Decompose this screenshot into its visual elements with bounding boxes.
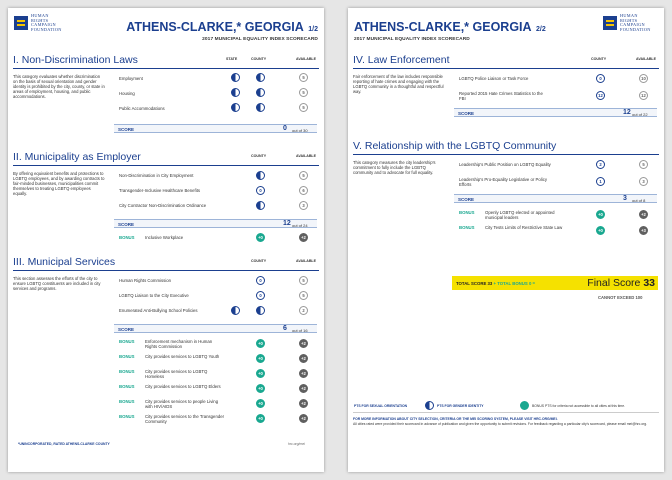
city-title: ATHENS-CLARKE,* GEORGIA: [354, 20, 532, 34]
score-row: [114, 324, 317, 333]
bonus-circle-available: +2: [299, 354, 308, 363]
score-circle-county: [256, 171, 265, 180]
available-circle: 5: [299, 291, 308, 300]
score-row: [114, 124, 317, 133]
available-circle: 5: [299, 276, 308, 285]
criterion-label: Human Rights Commission: [119, 278, 172, 283]
city-title: ATHENS-CLARKE,* GEORGIA: [126, 20, 304, 34]
section-non-discrimination: [13, 54, 319, 144]
bonus-circle-county: +0: [596, 210, 605, 219]
bonus-text: City provides services to LGBTQ Elders: [145, 384, 221, 389]
available-circle: 5: [299, 88, 308, 97]
section-description: Fair enforcement of the law includes responsible reporting of hate crimes and engaging with the LGBTQ community in a thoughtful and respectful way.: [353, 74, 444, 95]
legend-split-circle-icon: [425, 401, 434, 410]
available-circle: 3: [299, 201, 308, 210]
available-circle: 5: [299, 73, 308, 82]
bonus-text: City provides services to people Living with HIV/AIDS: [145, 399, 219, 409]
score-row: [114, 219, 317, 228]
page-header: [126, 18, 318, 42]
score-circle-county: [256, 201, 265, 210]
score-label: SCORE: [458, 111, 475, 116]
bonus-label: BONUS: [459, 225, 475, 230]
bonus-circle-available: +2: [299, 384, 308, 393]
bonus-circle-county: +0: [256, 233, 265, 242]
bonus-label: BONUS: [459, 210, 475, 215]
score-max: out of 22: [632, 111, 648, 117]
col-header-county: COUNTY: [591, 57, 607, 61]
section-description: This category evaluates whether discrimination on the basis of sexual orientation and gender identity is prohibited by the city, county, or state in areas of employment, housing, and public accommodations.: [13, 74, 105, 100]
score-value: 12: [623, 109, 631, 116]
col-header-county: COUNTY: [251, 154, 267, 158]
section-title: III. Municipal Services: [13, 256, 319, 271]
scorecard-page-2: [348, 8, 664, 472]
bonus-text: City provides services to LGBTQ Youth: [145, 354, 220, 359]
score-circle-state: [231, 73, 240, 82]
col-header-county: COUNTY: [251, 57, 267, 61]
available-circle: 5: [299, 171, 308, 180]
logo-line: CAMPAIGN: [620, 22, 645, 28]
bonus-text: City Tests Limits of Restrictive State Law: [485, 225, 563, 230]
score-circle-county: 0: [256, 291, 265, 300]
criterion-label: LGBTQ Liaison to the City Executive: [119, 293, 189, 298]
score-value: 6: [283, 325, 287, 332]
score-circle-county: [256, 88, 265, 97]
score-circle-county: [256, 306, 265, 315]
section-title: IV. Law Enforcement: [353, 54, 659, 69]
bonus-circle-county: +0: [256, 414, 265, 423]
final-score-value: 33: [643, 277, 655, 289]
col-header-available: AVAILABLE: [296, 259, 317, 263]
score-circle-county: 12: [596, 91, 605, 100]
score-value: 3: [623, 195, 627, 202]
page-number: 1/2: [308, 26, 318, 33]
bonus-circle-available: +2: [299, 414, 308, 423]
bonus-circle-available: +2: [299, 369, 308, 378]
bonus-circle-available: +2: [299, 339, 308, 348]
page-header: [354, 18, 546, 42]
score-circle-county: 2: [596, 160, 605, 169]
footer-url[interactable]: hrc.org/mei: [288, 442, 305, 446]
score-max: out of 30: [292, 127, 308, 133]
score-value: 0: [283, 125, 287, 132]
final-score-label: Final Score: [587, 277, 641, 289]
equality-logo-icon: [14, 16, 28, 30]
section-description: This category measures the city leadership's commitment to fully include the LGBTQ community and to advocate for full equality.: [353, 160, 436, 176]
criterion-label: Employment: [119, 76, 143, 81]
legend-bonus-circle-icon: [520, 401, 529, 410]
divider: [353, 412, 659, 413]
bonus-label: BONUS: [119, 354, 135, 359]
col-header-available: AVAILABLE: [636, 57, 657, 61]
bonus-circle-county: +0: [256, 339, 265, 348]
score-circle-county: 0: [596, 74, 605, 83]
criterion-label: LGBTQ Police Liaison or Task Force: [459, 76, 529, 81]
bonus-circle-available: +2: [299, 399, 308, 408]
score-circle-county: [256, 103, 265, 112]
info-body: All cities rated were provided their scorecard in advance of publication and given the opportunity to submit revisions. For feedback regarding a particular city's scorecard, please email mei@hrc.org.: [353, 421, 648, 426]
legend-sexual-orientation: PTS FOR SEXUAL ORIENTATION: [354, 404, 408, 408]
available-circle: 5: [299, 103, 308, 112]
section-description: This section assesses the efforts of the city to ensure LGBTQ constituents are included in city services and programs.: [13, 276, 101, 292]
equality-logo-icon: [603, 16, 617, 30]
bonus-label: BONUS: [119, 369, 135, 374]
bonus-text: City provides services to the Transgender Community: [145, 414, 225, 424]
bonus-circle-county: +0: [596, 226, 605, 235]
bonus-circle-county: +0: [256, 354, 265, 363]
score-max: out of 8: [632, 197, 646, 203]
total-bonus: + TOTAL BONUS 0 =: [493, 280, 536, 286]
hrc-logo: [603, 14, 660, 32]
info-text: [353, 417, 653, 426]
logo-line: HUMAN: [31, 13, 49, 18]
available-circle: 3: [639, 177, 648, 186]
score-max: out of 16: [292, 327, 308, 333]
score-row: [454, 108, 657, 117]
available-circle: 6: [299, 186, 308, 195]
page-number: 2/2: [536, 26, 546, 33]
logo-line: HUMAN: [620, 13, 638, 18]
score-circle-state: [231, 88, 240, 97]
score-label: SCORE: [118, 327, 135, 332]
logo-line: RIGHTS: [31, 17, 49, 23]
hrc-logo: [14, 14, 71, 32]
criterion-label: Reported 2015 Hate Crimes Statistics to the FBI: [459, 91, 543, 101]
bonus-circle-county: +0: [256, 369, 265, 378]
col-header-state: STATE: [226, 57, 238, 61]
available-circle: 12: [639, 91, 648, 100]
scorecard-page-1: [8, 8, 324, 472]
bonus-label: BONUS: [119, 414, 135, 419]
bonus-text: Openly LGBTQ elected or appointed municipal leaders: [485, 210, 555, 220]
criterion-label: Leadership's Pro-Equality Legislative or Policy Efforts: [459, 177, 547, 187]
criterion-label: City Contractor Non-Discrimination Ordinance: [119, 203, 207, 208]
score-label: SCORE: [118, 222, 135, 227]
logo-line: RIGHTS: [620, 17, 638, 23]
section-municipal-services: [13, 256, 319, 436]
section-lgbtq-community: [353, 140, 659, 250]
criterion-label: Transgender-Inclusive Healthcare Benefits: [119, 188, 201, 193]
info-heading: FOR MORE INFORMATION ABOUT CITY SELECTION, CRITERIA OR THE MEI SCORING SYSTEM, PLEASE VISIT HRC.ORG/MEI.: [353, 417, 558, 421]
score-cap-note: CANNOT EXCEED 100: [598, 295, 643, 300]
bonus-circle-available: +2: [299, 233, 308, 242]
score-label: SCORE: [118, 127, 135, 132]
criterion-label: Leadership's Public Position on LGBTQ Equality: [459, 162, 551, 167]
score-circle-county: 0: [256, 276, 265, 285]
legend-bonus: BONUS PTS for criteria not accessible to all cities at this time.: [532, 404, 626, 408]
logo-line: FOUNDATION: [620, 26, 651, 32]
bonus-label: BONUS: [119, 399, 135, 404]
col-header-available: AVAILABLE: [296, 154, 317, 158]
criterion-label: Enumerated Anti-Bullying School Policies: [119, 308, 198, 313]
scorecard-subtitle: 2017 MUNICIPAL EQUALITY INDEX SCORECARD: [202, 37, 318, 42]
section-title: II. Municipality as Employer: [13, 151, 319, 166]
bonus-text: City provides services to LGBTQ Homeless: [145, 369, 208, 379]
score-max: out of 24: [292, 222, 308, 228]
bonus-label: BONUS: [119, 339, 135, 344]
scorecard-subtitle: 2017 MUNICIPAL EQUALITY INDEX SCORECARD: [354, 37, 470, 42]
final-score-bar: [452, 276, 658, 290]
bonus-label: BONUS: [119, 235, 135, 240]
available-circle: 10: [639, 74, 648, 83]
logo-line: FOUNDATION: [31, 26, 62, 32]
bonus-label: BONUS: [119, 384, 135, 389]
score-circle-state: [231, 306, 240, 315]
section-law-enforcement: [353, 54, 659, 129]
section-title: I. Non-Discrimination Laws: [13, 54, 319, 69]
score-row: [454, 194, 657, 203]
score-circle-county: [256, 73, 265, 82]
score-value: 12: [283, 220, 291, 227]
logo-line: CAMPAIGN: [31, 22, 56, 28]
section-title: V. Relationship with the LGBTQ Community: [353, 140, 659, 155]
section-description: By offering equivalent benefits and protections to LGBTQ employees, and by awarding contracts to fair-minded businesses, municipalities commit themselves to treating LGBTQ employees equally.: [13, 171, 105, 197]
bonus-circle-available: +2: [639, 210, 648, 219]
legend-gender-identity: PTS FOR GENDER IDENTITY: [437, 404, 484, 408]
col-header-available: AVAILABLE: [296, 57, 317, 61]
bonus-text: Inclusive Workplace: [145, 235, 184, 240]
section-municipality-employer: [13, 151, 319, 251]
bonus-circle-county: +0: [256, 384, 265, 393]
col-header-county: COUNTY: [251, 259, 267, 263]
criterion-label: Non-Discrimination in City Employment: [119, 173, 194, 178]
score-label: SCORE: [458, 197, 475, 202]
score-circle-state: [231, 103, 240, 112]
available-circle: 5: [639, 160, 648, 169]
bonus-circle-county: +0: [256, 399, 265, 408]
criterion-label: Public Accommodations: [119, 106, 165, 111]
footnote: *UNINCORPORATED, RATED ATHENS-CLARKE COUNTY: [18, 442, 110, 446]
score-circle-county: 0: [256, 186, 265, 195]
total-score: TOTAL SCORE 33: [456, 280, 493, 286]
criterion-label: Housing: [119, 91, 135, 96]
bonus-text: Enforcement mechanism in Human Rights Commission: [145, 339, 213, 349]
bonus-circle-available: +3: [639, 226, 648, 235]
score-circle-county: 1: [596, 177, 605, 186]
available-circle: 2: [299, 306, 308, 315]
